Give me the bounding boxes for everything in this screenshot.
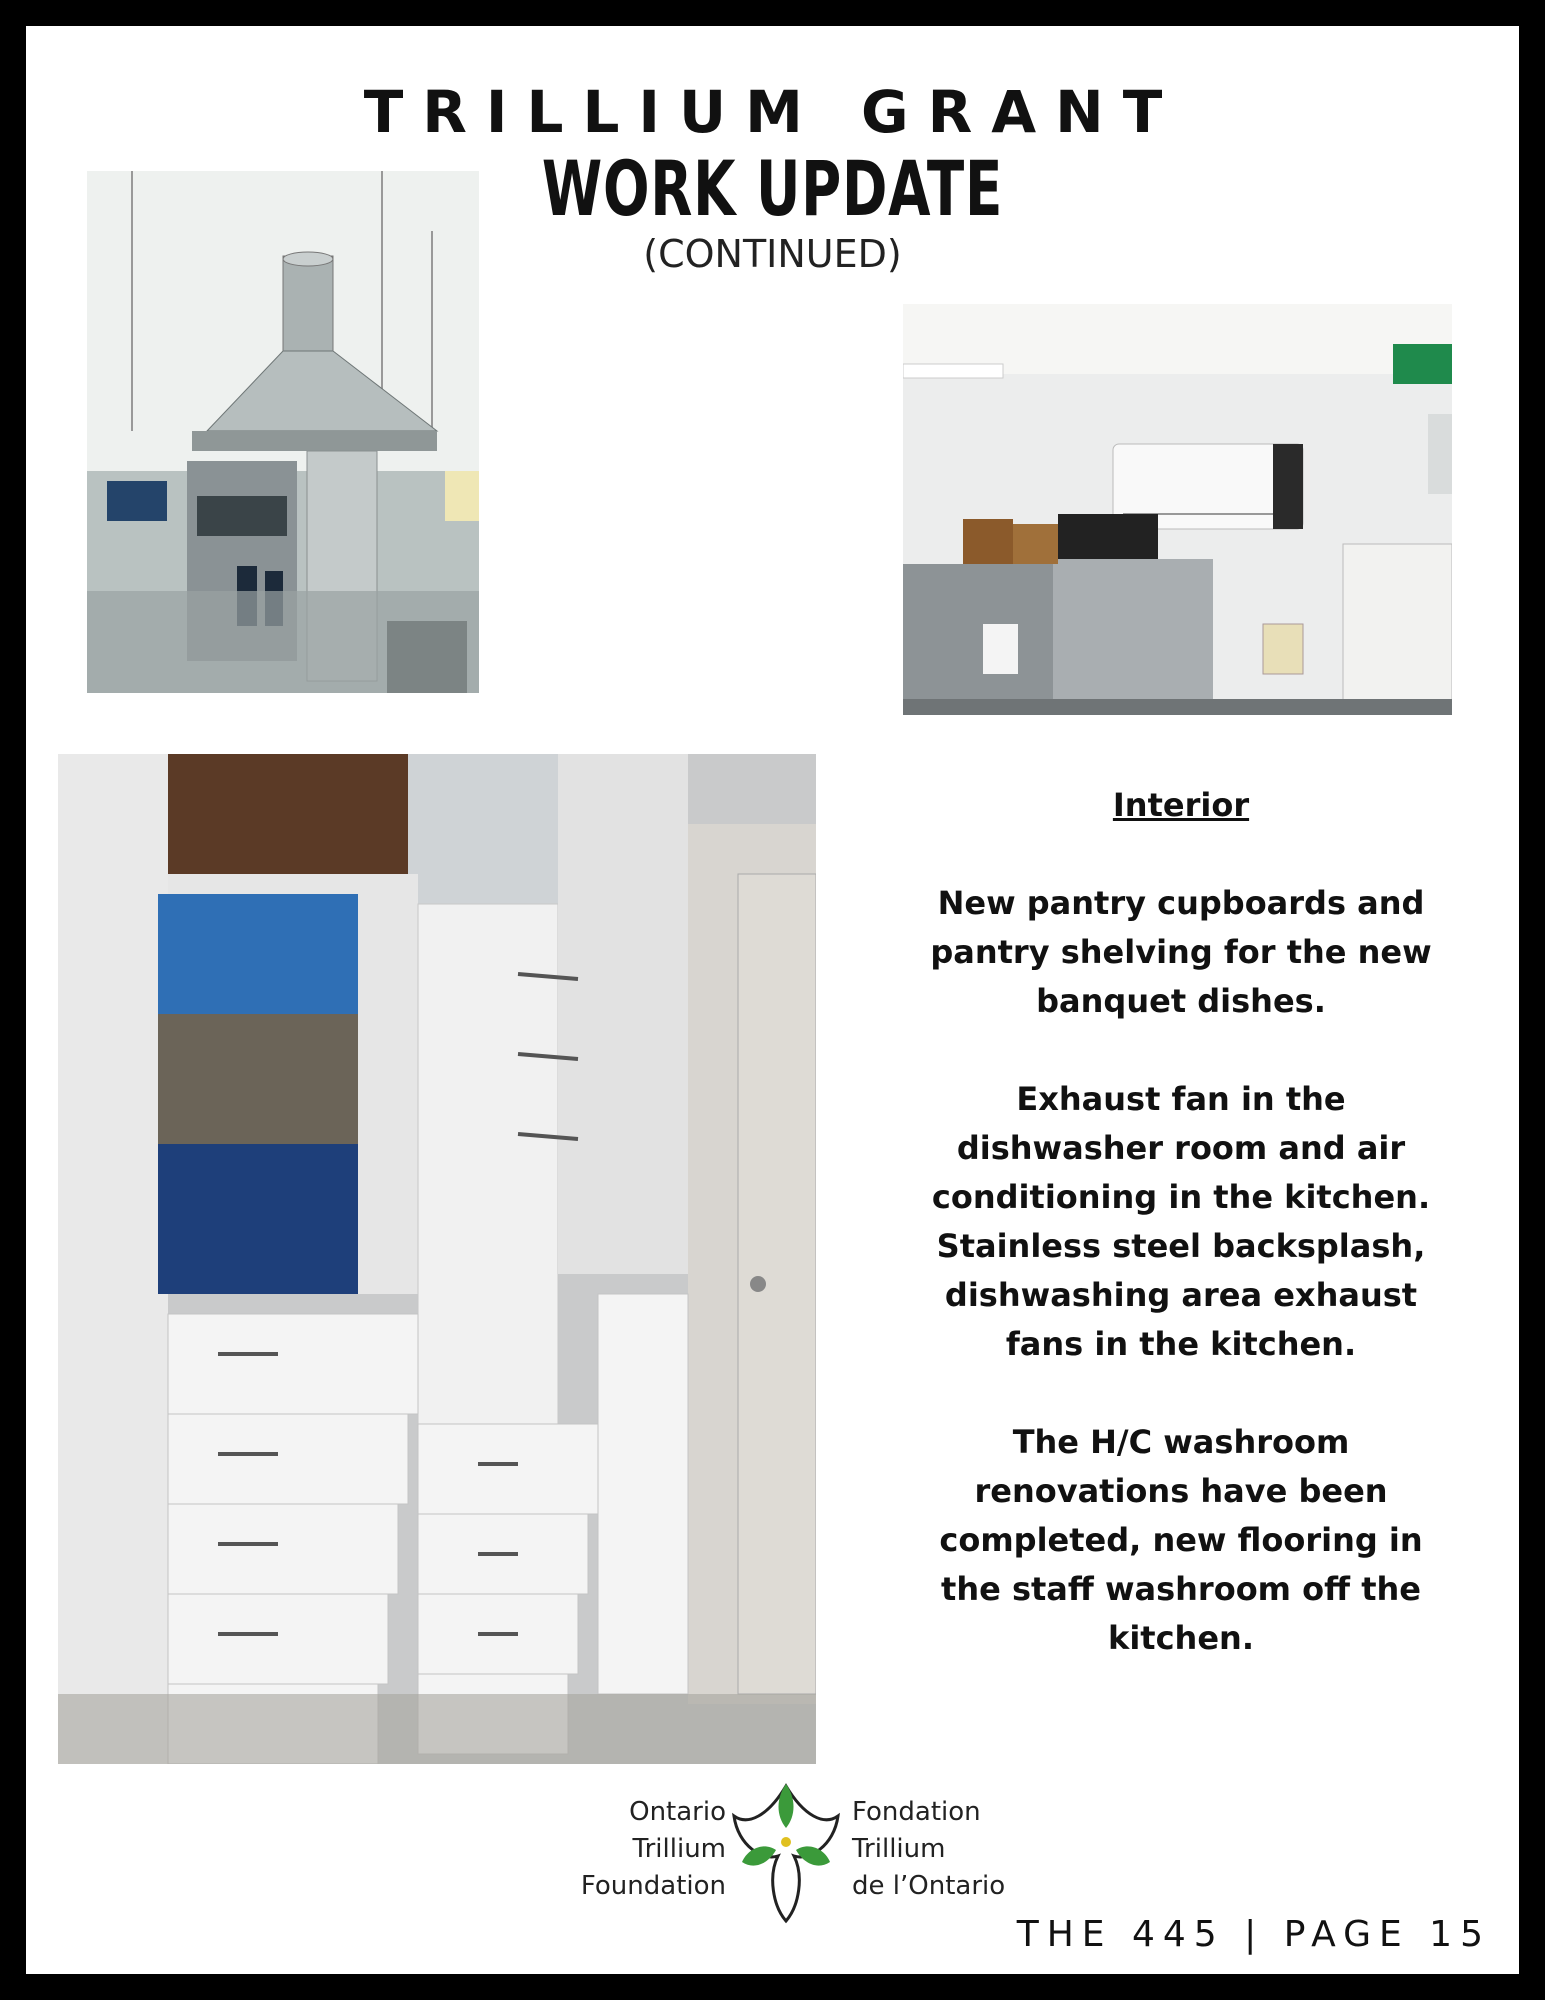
section-heading: Interior (1112, 786, 1250, 824)
text-line: banquet dishes. (1036, 982, 1326, 1020)
text-line: the staff washroom off the (941, 1570, 1421, 1608)
paragraph-exhaust (886, 1075, 1476, 1369)
ontario-trillium-foundation-logo (506, 1776, 1066, 1936)
logo-line: Trillium (852, 1834, 946, 1864)
page-title: TRILLIUM GRANT (363, 78, 1182, 146)
text-line: dishwashing area exhaust (944, 1276, 1418, 1314)
text-line: fans in the kitchen. (1005, 1325, 1357, 1363)
text-line: conditioning in the kitchen. (931, 1178, 1431, 1216)
page (26, 26, 1519, 1974)
text-line: completed, new flooring in (939, 1521, 1423, 1559)
trillium-flower-icon (728, 1776, 844, 1926)
photo-pantry-cupboards (58, 754, 816, 1764)
logo-text-english (581, 1794, 726, 1905)
text-line: dishwasher room and air (956, 1129, 1406, 1167)
text-line: Stainless steel backsplash, (936, 1227, 1426, 1265)
logo-line: Fondation (852, 1797, 981, 1827)
interior-description (886, 781, 1476, 1712)
logo-line: Foundation (580, 1871, 726, 1901)
logo-text-french (852, 1794, 1005, 1905)
paragraph-washroom (886, 1418, 1476, 1663)
text-line: renovations have been (974, 1472, 1388, 1510)
text-line: Exhaust fan in the (1016, 1080, 1346, 1118)
logo-line: Trillium (632, 1834, 726, 1864)
page-footer: THE 445 | PAGE 15 (1016, 1914, 1491, 1955)
photo-air-conditioner (903, 304, 1452, 715)
text-line: The H/C washroom (1012, 1423, 1350, 1461)
logo-line: Ontario (629, 1797, 726, 1827)
photo-exhaust-hood (87, 171, 479, 693)
page-subtitle: WORK UPDATE (541, 144, 1004, 233)
continued-label: (CONTINUED) (643, 232, 902, 276)
text-line: pantry shelving for the new (930, 933, 1432, 971)
logo-line: de l’Ontario (852, 1871, 1006, 1901)
text-line: kitchen. (1108, 1619, 1254, 1657)
paragraph-pantry (886, 879, 1476, 1026)
text-line: New pantry cupboards and (937, 884, 1425, 922)
